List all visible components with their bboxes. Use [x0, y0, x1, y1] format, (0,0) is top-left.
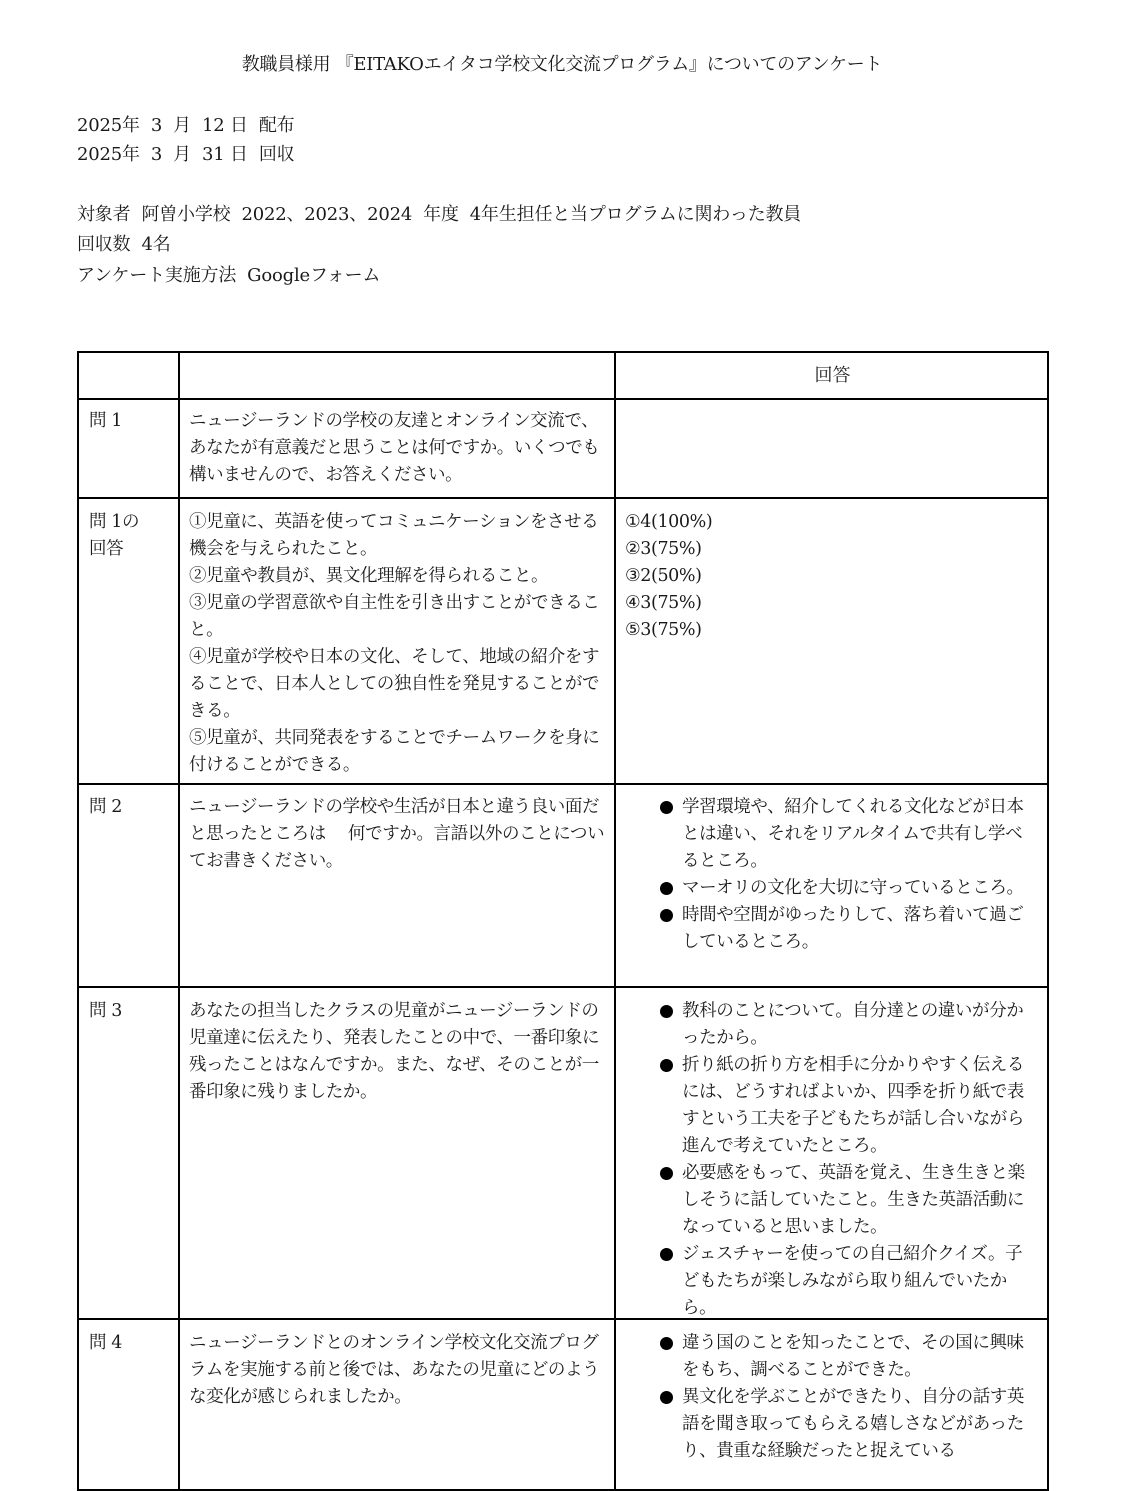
bullet-icon: [660, 1248, 673, 1261]
response-count: 回収数 4名: [77, 234, 171, 255]
answer-bullet: [616, 998, 1036, 1052]
document-title: 教職員様用 『EITAKOエイタコ学校文化交流プログラム』についてのアンケート: [241, 54, 883, 75]
bullet-icon: [660, 1337, 673, 1350]
answer-bullet: [616, 1384, 1036, 1465]
answer-bullet-text: ジェスチャーを使っての自己紹介クイズ。子どもたちが楽しみながら取り組んでいたから。: [682, 1244, 1023, 1318]
survey-table: [77, 351, 1049, 1491]
answer-bullet: [616, 1052, 1036, 1160]
answer-bullet-text: 必要感をもって、英語を覚え、生き生きと楽しそうに話していたこと。生きた英語活動になっていると思いました。: [682, 1163, 1025, 1237]
answer-bullet-text: 時間や空間がゆったりして、落ち着いて過ごしているところ。: [682, 905, 1024, 952]
row-label: 問 2: [89, 797, 122, 817]
row-label: 問 3: [89, 1001, 122, 1021]
bullet-icon: [660, 801, 673, 814]
row-divider: [79, 398, 1047, 400]
header-answer-cell: 回答: [814, 365, 851, 386]
answer-option: ④児童が学校や日本の文化、そして、地域の紹介をすることで、日本人としての独自性を発見することができる。: [189, 647, 600, 721]
bullet-icon: [660, 909, 673, 922]
answer-bullet-text: 教科のことについて。自分達との違いが分かったから。: [682, 1001, 1024, 1048]
bullet-icon: [660, 1167, 673, 1180]
survey-target: 対象者 阿曽小学校 2022、2023、2024 年度 4年生担任と当プログラムに関わった教員: [77, 204, 802, 225]
row-divider: [79, 986, 1047, 988]
answer-bullet: [616, 1160, 1036, 1241]
answer-tally: ②3(75%): [625, 539, 702, 559]
answer-cell: [616, 794, 1049, 956]
collection-date: 2025年 3 月 31 日 回収: [77, 144, 295, 165]
answer-option: ①児童に、英語を使ってコミュニケーションをさせる機会を与えられたこと。: [189, 512, 599, 559]
bullet-icon: [660, 882, 673, 895]
question-text: ニュージーランドとのオンライン学校文化交流プログラムを実施する前と後では、あなたの児童にどのような変化が感じられましたか。: [189, 1333, 600, 1407]
answer-bullet: [616, 1241, 1036, 1322]
answer-cell: [616, 1330, 1049, 1465]
answer-bullet: [616, 794, 1036, 875]
answer-bullet-text: 異文化を学ぶことができたり、自分の話す英語を聞き取ってもらえる嬉しさなどがあったり、貴重な経験だったと捉えている: [682, 1387, 1024, 1461]
distribution-date: 2025年 3 月 12 日 配布: [77, 115, 295, 136]
row-label: 問 4: [89, 1333, 122, 1353]
question-text: ニュージーランドの学校や生活が日本と違う良い面だと思ったところは 何ですか。言語以外のことについてお書きください。: [189, 797, 605, 871]
answer-tally: ①4(100%): [625, 512, 713, 532]
bullet-icon: [660, 1005, 673, 1018]
row-divider: [79, 497, 1047, 499]
row-label: 問 1: [89, 411, 122, 431]
answer-bullet-text: 違う国のことを知ったことで、その国に興味をもち、調べることができた。: [682, 1333, 1024, 1380]
bullet-icon: [660, 1391, 673, 1404]
answer-option: ⑤児童が、共同発表をすることでチームワークを身に付けることができる。: [189, 728, 600, 775]
answer-tally: ③2(50%): [625, 566, 702, 586]
answer-option: ②児童や教員が、異文化理解を得られること。: [189, 566, 549, 586]
answer-bullet-text: マーオリの文化を大切に守っているところ。: [682, 878, 1024, 898]
bullet-icon: [660, 1059, 673, 1072]
answer-bullet: [616, 875, 1036, 902]
answer-options-list: [189, 509, 609, 779]
answer-cell: [616, 998, 1049, 1322]
row-label: 問 1の回答: [89, 512, 140, 559]
answer-tally: ⑤3(75%): [625, 620, 702, 640]
answer-tally: ④3(75%): [625, 593, 702, 613]
answer-bullet-text: 折り紙の折り方を相手に分かりやすく伝えるには、どうすればよいか、四季を折り紙で表すという工夫を子どもたちが話し合いながら進んで考えていたところ。: [682, 1055, 1024, 1156]
answer-tally-list: [625, 509, 1045, 644]
answer-option: ③児童の学習意欲や自主性を引き出すことができること。: [189, 593, 600, 640]
question-text: あなたの担当したクラスの児童がニュージーランドの児童達に伝えたり、発表したことの中で、一番印象に残ったことはなんですか。また、なぜ、そのことが一番印象に残りましたか。: [189, 1001, 600, 1102]
answer-bullet: [616, 1330, 1036, 1384]
answer-bullet: [616, 902, 1036, 956]
answer-bullet-text: 学習環境や、紹介してくれる文化などが日本とは違い、それをリアルタイムで共有し学べるところ。: [682, 797, 1024, 871]
question-text: ニュージーランドの学校の友達とオンライン交流で、あなたが有意義だと思うことは何ですか。いくつでも構いませんので、お答えください。: [189, 411, 600, 485]
row-divider: [79, 783, 1047, 785]
survey-method: アンケート実施方法 Googleフォーム: [77, 265, 381, 286]
